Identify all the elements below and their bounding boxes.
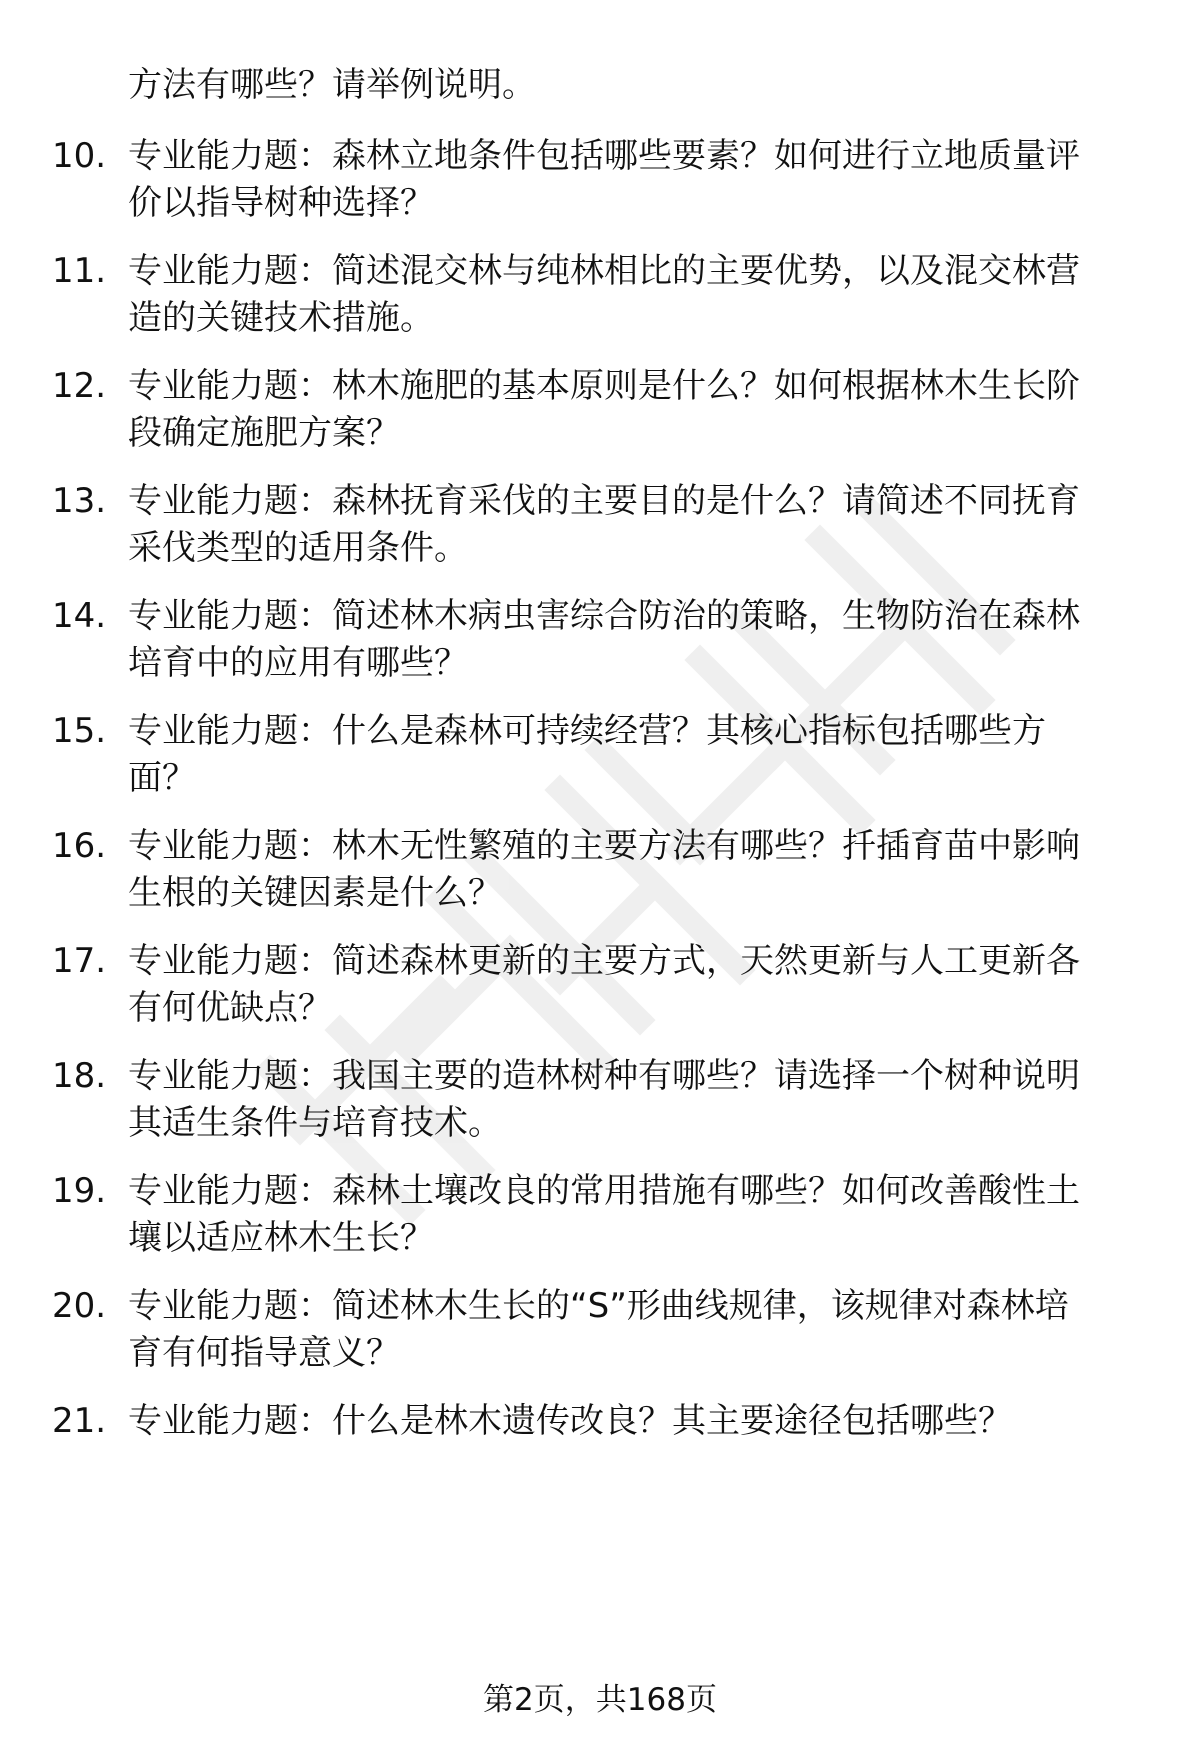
question-text-line: 专业能力题：什么是林木遗传改良？其主要途径包括哪些？ <box>128 1401 1012 1441</box>
question-number: 10. <box>52 136 107 176</box>
question-text-line: 专业能力题：简述森林更新的主要方式，天然更新与人工更新各 <box>128 941 1080 981</box>
question-text-line: 面？ <box>128 758 196 798</box>
question-text-line: 专业能力题：简述林木病虫害综合防治的策略，生物防治在森林 <box>128 596 1080 636</box>
question-text-line: 专业能力题：林木无性繁殖的主要方法有哪些？扦插育苗中影响 <box>128 826 1080 866</box>
question-text-line: 有何优缺点？ <box>128 988 332 1028</box>
page-number-footer: 第2页，共168页 <box>483 1682 717 1718</box>
question-text-line: 专业能力题：简述混交林与纯林相比的主要优势，以及混交林营 <box>128 251 1080 291</box>
question-number: 17. <box>52 941 107 981</box>
question-text-line: 专业能力题：简述林木生长的“S”形曲线规律，该规律对森林培 <box>128 1286 1069 1326</box>
question-text-line: 价以指导树种选择？ <box>128 183 434 223</box>
question-number: 21. <box>52 1401 107 1441</box>
question-text-line: 专业能力题：林木施肥的基本原则是什么？如何根据林木生长阶 <box>128 366 1080 406</box>
question-number: 14. <box>52 596 107 636</box>
question-text-line: 培育中的应用有哪些？ <box>128 643 468 683</box>
question-number: 13. <box>52 481 107 521</box>
question-number: 11. <box>52 251 107 291</box>
question-number: 20. <box>52 1286 107 1326</box>
question-number: 12. <box>52 366 107 406</box>
question-number: 19. <box>52 1171 107 1211</box>
question-text-line: 造的关键技术措施。 <box>128 298 434 338</box>
question-text-line: 专业能力题：森林土壤改良的常用措施有哪些？如何改善酸性土 <box>128 1171 1080 1211</box>
question-text-line: 专业能力题：森林抚育采伐的主要目的是什么？请简述不同抚育 <box>128 481 1080 521</box>
question-number: 18. <box>52 1056 107 1096</box>
question-text-line: 育有何指导意义？ <box>128 1333 400 1373</box>
question-text-line: 生根的关键因素是什么？ <box>128 873 502 913</box>
question-text-line: 采伐类型的适用条件。 <box>128 528 468 568</box>
question-number: 16. <box>52 826 107 866</box>
question-number: 15. <box>52 711 107 751</box>
question-continuation-text: 方法有哪些？请举例说明。 <box>128 65 536 105</box>
question-text-line: 其适生条件与培育技术。 <box>128 1103 502 1143</box>
question-text-line: 段确定施肥方案？ <box>128 413 400 453</box>
question-text-line: 专业能力题：什么是森林可持续经营？其核心指标包括哪些方 <box>128 711 1046 751</box>
question-text-line: 专业能力题：我国主要的造林树种有哪些？请选择一个树种说明 <box>128 1056 1080 1096</box>
question-text-line: 壤以适应林木生长？ <box>128 1218 434 1258</box>
question-text-line: 专业能力题：森林立地条件包括哪些要素？如何进行立地质量评 <box>128 136 1080 176</box>
